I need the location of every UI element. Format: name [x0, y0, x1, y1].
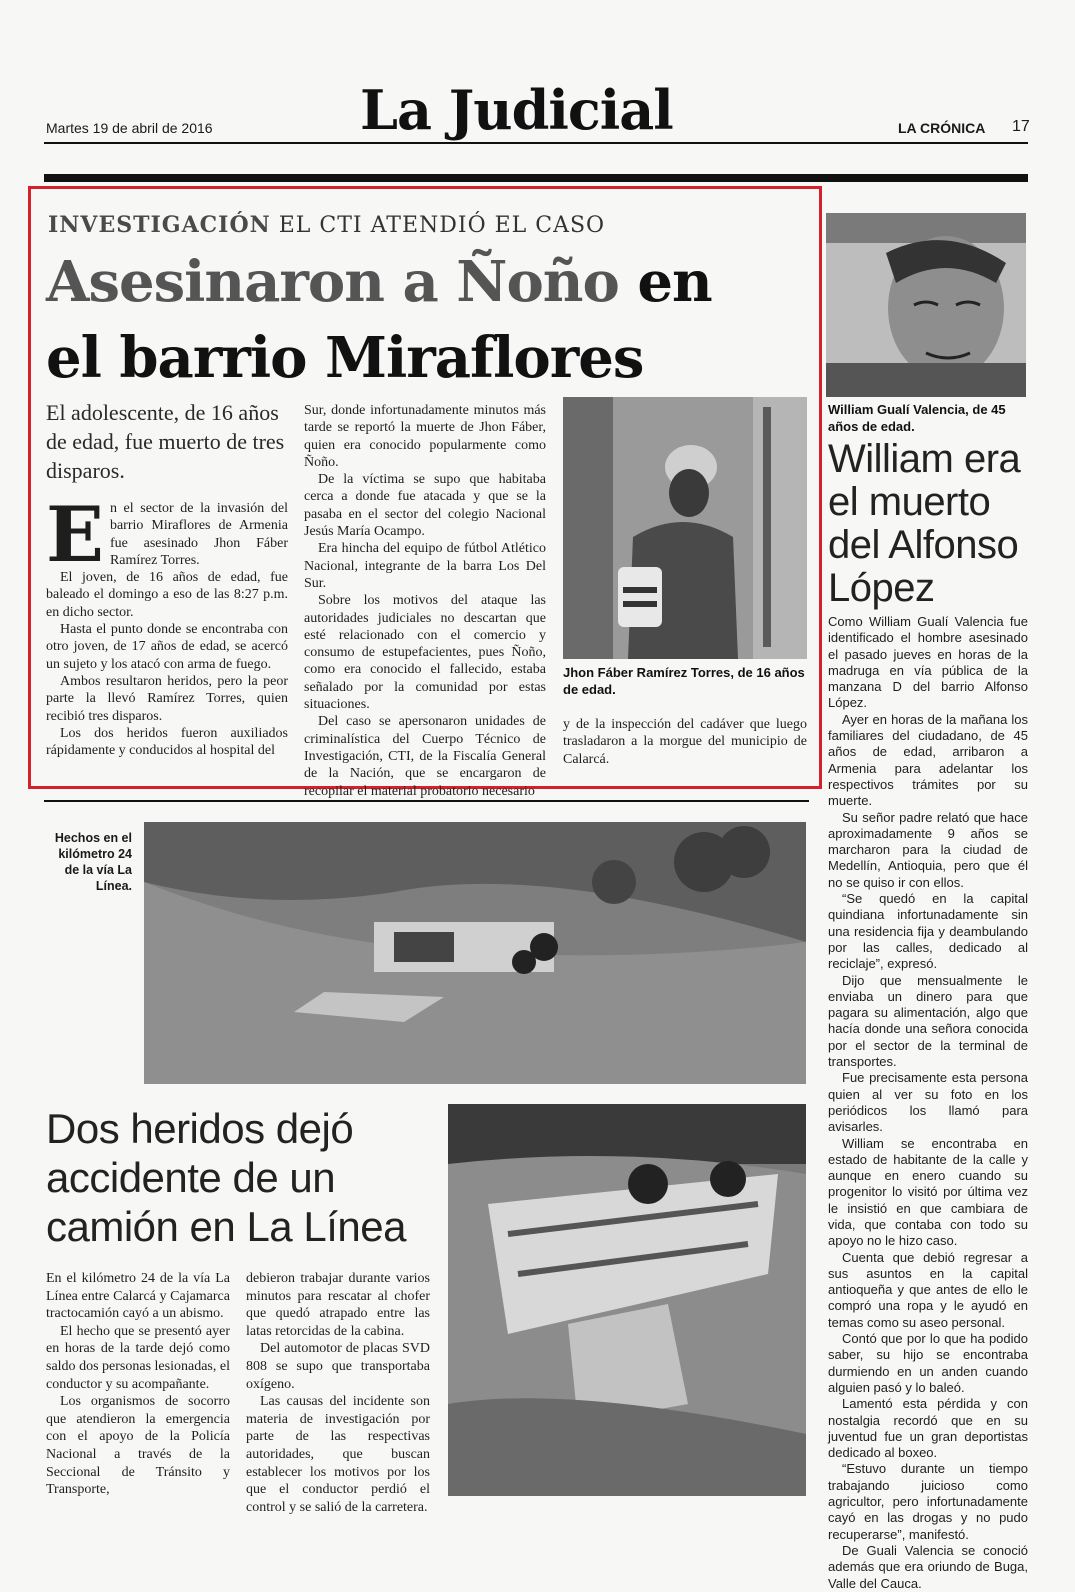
header-bar	[44, 174, 1028, 182]
section-rule	[44, 800, 809, 802]
headline-black-1: en	[618, 249, 712, 315]
portrait-caption: William Gualí Valencia, de 45 años de edad.	[828, 402, 1006, 434]
kicker-text: EL CTI ATENDIÓ EL CASO	[270, 213, 606, 238]
paragraph: Del automotor de placas SVD 808 se supo que transportaba oxígeno.	[246, 1341, 430, 1392]
headline-gray: Asesinaron a Ñoño	[46, 249, 619, 315]
paragraph: Los organismos de socorro que atendieron la emergencia con el apoyo de la Policía Nacional a través de la Seccional de Tránsito y Transporte,	[46, 1394, 230, 1498]
accident-column-2	[246, 1270, 430, 1516]
paragraph: El joven, de 16 años de edad, fue baleado el domingo a eso de las 8:27 p.m. en dicho sector.	[46, 570, 288, 620]
side-headline: William era el muerto del Alfonso López	[828, 437, 1021, 610]
paragraph: y de la inspección del cadáver que luego trasladaron a la morgue del municipio de Calarcá.	[563, 717, 807, 767]
issue-date: Martes 19 de abril de 2016	[46, 120, 213, 136]
paragraph: Su señor padre relató que hace aproximadamente 9 años se marcharon para la ciudad de Medellín, Antioquia, pero que él no se quiso ir con ellos.	[828, 809, 1028, 890]
paragraph: Los dos heridos fueron auxiliados rápidamente y conducidos al hospital del	[46, 725, 288, 759]
paragraph: “Estuvo durante un tiempo trabajando juicioso como agricultor, pero infortunadamente cayó en las drogas y no pudo recuperarse”, manifestó.	[828, 1461, 1028, 1542]
accident-photo-caption: Hechos en el kilómetro 24 de la vía La Línea.	[54, 831, 132, 893]
accident-photo-wide	[144, 822, 806, 1084]
header-rule	[44, 142, 1028, 144]
paragraph: El hecho que se presentó ayer en horas de la tarde dejó como saldo dos personas lesionadas, el conductor y su acompañante.	[46, 1323, 230, 1392]
paragraph: debieron trabajar durante varios minutos para rescatar al chofer que quedó atrapado entre las latas retorcidas de la cabina.	[246, 1271, 430, 1339]
main-column-3	[563, 716, 807, 768]
main-column-2	[304, 402, 546, 800]
paragraph: De la víctima se supo que habitaba cerca a donde fue atacada y que se la pasaba en el sector del colegio Nacional Jesús María Ocampo.	[304, 472, 546, 540]
paragraph: Dijo que mensualmente le enviaba un dinero para que pagara su alimentación, algo que hacía donde una señora conocida por el sector de la terminal de transportes.	[828, 972, 1028, 1070]
main-headline	[46, 244, 806, 396]
paragraph: “Se quedó en la capital quindiana infortunadamente sin una residencia fija y deambulando por las calles, dedicado al reciclaje”, expresó.	[828, 891, 1028, 972]
accident-headline: Dos heridos dejó accidente de un camión en La Línea	[46, 1105, 406, 1250]
paragraph: Sur, donde infortunadamente minutos más tarde se reportó la muerte de Jhon Fáber, quien era conocido popularmente como Ñoño.	[304, 403, 546, 470]
side-column	[828, 614, 1028, 1592]
paragraph: En el kilómetro 24 de la vía La Línea entre Calarcá y Cajamarca tractocamión cayó a un abismo.	[46, 1271, 230, 1322]
paragraph: Lamentó esta pérdida y con nostalgia recordó que en su juventud fue un gran deportistas dedicado al boxeo.	[828, 1396, 1028, 1461]
paragraph: Ambos resultaron heridos, pero la peor parte la llevó Ramírez Torres, quien recibió tres disparos.	[46, 673, 288, 724]
paragraph: Contó que por lo que ha podido saber, su hijo se encontraba durmiendo en un anden cuando alguien pasó y lo baleó.	[828, 1331, 1028, 1395]
paragraph: Fue precisamente esta persona quien al ver su foto en los periódicos los llamó para avisarles.	[828, 1070, 1028, 1135]
victim-photo	[563, 397, 807, 659]
headline-black-2: el barrio Miraflores	[46, 325, 644, 391]
portrait-photo	[826, 213, 1026, 397]
accident-column-1	[46, 1270, 230, 1499]
paragraph: Era hincha del equipo de fútbol Atlético Nacional, integrante de la barra Los Del Sur.	[304, 541, 546, 591]
kicker-label: INVESTIGACIÓN	[48, 212, 271, 238]
section-title: La Judicial	[360, 78, 673, 142]
paragraph: De Guali Valencia se conoció además que era oriundo de Buga, Valle del Cauca.	[828, 1542, 1028, 1591]
paragraph: Hasta el punto donde se encontraba con otro joven, de 17 años de edad, se acercó un sujeto y los atacó con arma de fuego.	[46, 622, 288, 672]
article-kicker	[48, 212, 605, 238]
paragraph: Cuenta que debió regresar a sus asuntos en la capital antioqueña y que antes de ello le compró una ropa y le ayudó en temas como su aseo personal.	[828, 1249, 1028, 1330]
paragraph: Sobre los motivos del ataque las autoridades judiciales no descartan que esté relacionado con el comercio y consumo de estupefacientes, pues Ñoño, como era conocido el fallecido, estaba señalado por la comunidad por estas situaciones.	[304, 593, 546, 713]
paragraph: n el sector de la invasión del barrio Miraflores de Armenia fue asesinado Jhon Fáber Ramírez Torres.	[109, 501, 288, 568]
paragraph: Del caso se apersonaron unidades de criminalística del Cuerpo Técnico de Investigación, CTI, de la Fiscalía General de la Nación, que se encargaron de recopilar el material probatorio necesario	[304, 714, 546, 799]
paragraph: William se encontraba en estado de habitante de la calle y aunque en enero cuando su progenitor lo visitó por última vez le insistió en que cambiara de vida, que contaba con todo su apoyo no le hizo caso.	[828, 1135, 1028, 1249]
paragraph: Como William Gualí Valencia fue identificado el hombre asesinado el pasado jueves en horas de la madruga en vía pública de la manzana D del barrio Alfonso López.	[828, 614, 1028, 711]
drop-cap: E	[46, 490, 104, 579]
newspaper-name: LA CRÓNICA	[898, 120, 986, 136]
page-number: 17	[1012, 118, 1030, 135]
main-column-1	[46, 490, 288, 759]
victim-photo-caption: Jhon Fáber Ramírez Torres, de 16 años de edad.	[563, 665, 805, 697]
accident-photo-truck	[448, 1104, 806, 1496]
article-deck: El adolescente, de 16 años de edad, fue muerto de tres disparos.	[46, 400, 285, 483]
paragraph: Las causas del incidente son materia de investigación por parte de las respectivas autoridades, que buscan establecer los motivos por los que el conductor perdió el control y se salió de la carretera.	[246, 1394, 430, 1515]
paragraph: Ayer en horas de la mañana los familiares del ciudadano, de 45 años de edad, arribaron a Armenia para adelantar los respectivos trámites por su muerte.	[828, 711, 1028, 809]
